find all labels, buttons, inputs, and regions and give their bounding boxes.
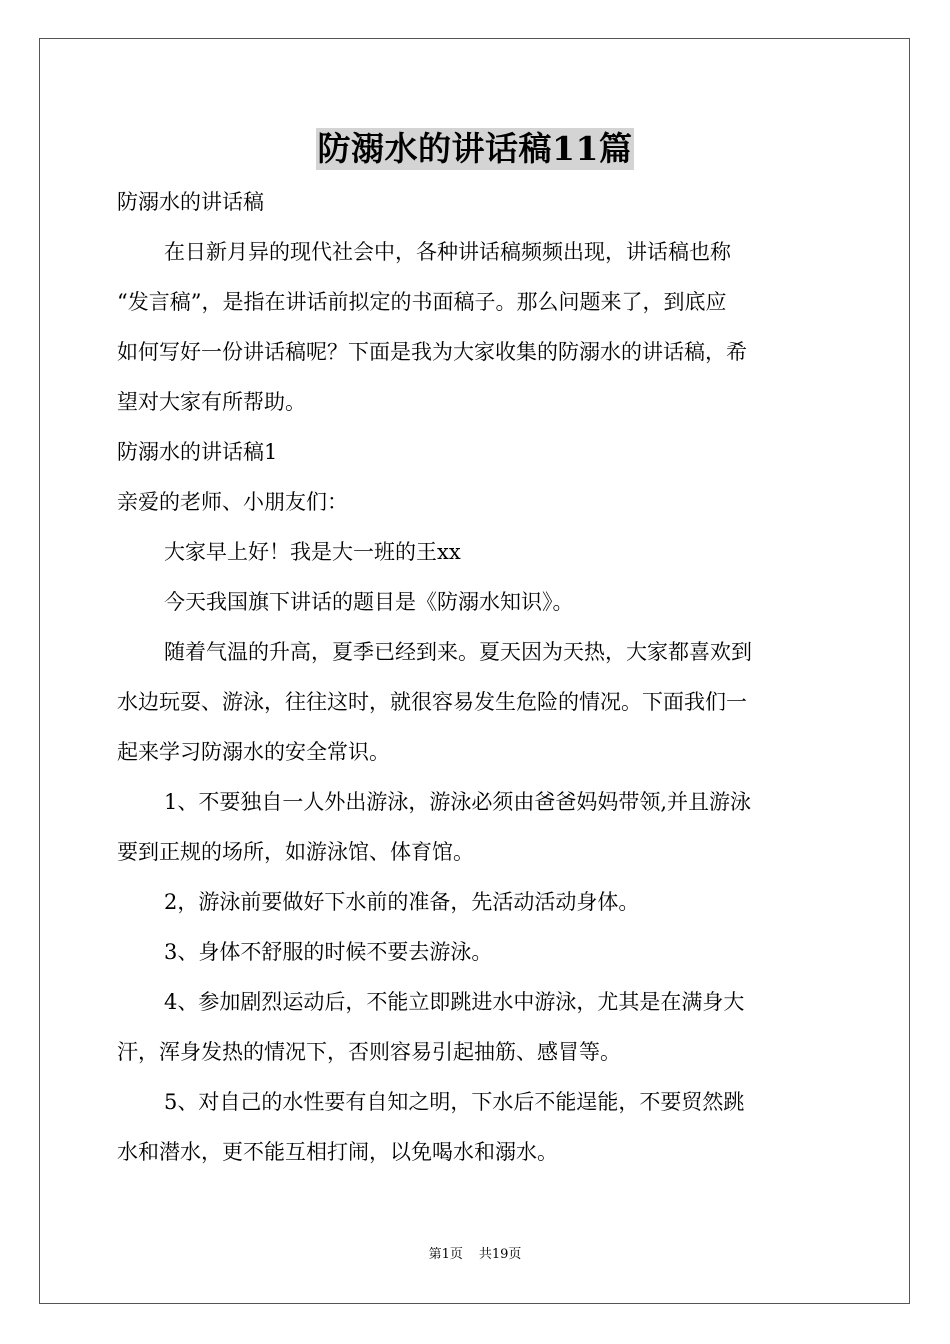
page-total: 共19页 bbox=[478, 1247, 522, 1262]
text-line: 汗，浑身发热的情况下，否则容易引起抽筋、感冒等。 bbox=[117, 1040, 621, 1064]
text-line: 亲爱的老师、小朋友们： bbox=[117, 490, 348, 514]
text-line: 在日新月异的现代社会中，各种讲话稿频频出现，讲话稿也称 bbox=[164, 240, 731, 264]
text-line: 2，游泳前要做好下水前的准备，先活动活动身体。 bbox=[164, 890, 640, 914]
text-line: 今天我国旗下讲话的题目是《防溺水知识》。 bbox=[164, 590, 574, 614]
text-line: 随着气温的升高，夏季已经到来。夏天因为天热，大家都喜欢到 bbox=[164, 640, 752, 664]
text-line: 防溺水的讲话稿1 bbox=[117, 440, 278, 464]
text-line: 1、不要独自一人外出游泳，游泳必须由爸爸妈妈带领,并且游泳 bbox=[164, 790, 752, 814]
page-footer bbox=[0, 1246, 950, 1264]
text-line: 5、对自己的水性要有自知之明，下水后不能逞能，不要贸然跳 bbox=[164, 1090, 745, 1114]
document-title: 防溺水的讲话稿11篇 bbox=[317, 129, 633, 168]
text-line: 水和潜水，更不能互相打闹，以免喝水和溺水。 bbox=[117, 1140, 558, 1164]
text-line: 如何写好一份讲话稿呢？下面是我为大家收集的防溺水的讲话稿，希 bbox=[117, 340, 747, 364]
text-line: 4、参加剧烈运动后，不能立即跳进水中游泳，尤其是在满身大 bbox=[164, 990, 745, 1014]
text-line: 起来学习防溺水的安全常识。 bbox=[117, 740, 390, 764]
text-line: 望对大家有所帮助。 bbox=[117, 390, 306, 414]
text-line: 防溺水的讲话稿 bbox=[117, 190, 264, 214]
text-line: 大家早上好！我是大一班的王xx bbox=[164, 540, 461, 564]
page-number: 第1页 bbox=[428, 1247, 463, 1262]
text-line: 3、身体不舒服的时候不要去游泳。 bbox=[164, 940, 493, 964]
text-line: 水边玩耍、游泳，往往这时，就很容易发生危险的情况。下面我们一 bbox=[117, 690, 747, 714]
text-line: “发言稿”，是指在讲话前拟定的书面稿子。那么问题来了，到底应 bbox=[117, 290, 727, 314]
text-line: 要到正规的场所，如游泳馆、体育馆。 bbox=[117, 840, 474, 864]
document-body bbox=[117, 177, 833, 1177]
title-container bbox=[0, 128, 950, 170]
